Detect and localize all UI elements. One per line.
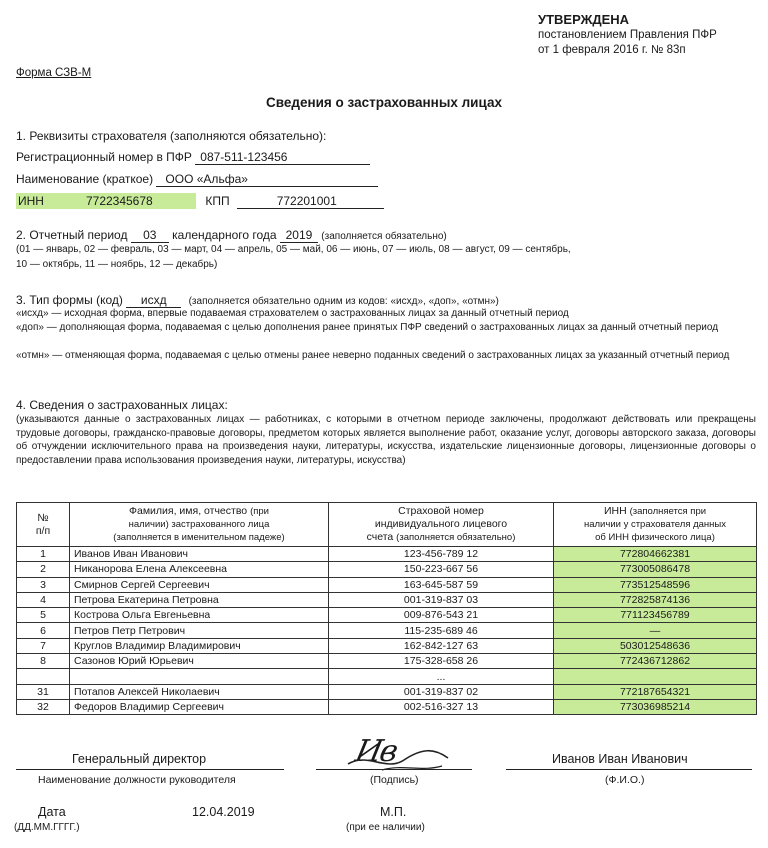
row-number: 7 bbox=[17, 638, 70, 653]
reporting-period-note: (заполняется обязательно) bbox=[321, 231, 447, 242]
kpp-label: КПП bbox=[205, 194, 230, 208]
row-fio: Федоров Владимир Сергеевич bbox=[70, 699, 329, 714]
row-fio: Потапов Алексей Николаевич bbox=[70, 684, 329, 699]
organization-name-row bbox=[16, 172, 378, 187]
row-number: 32 bbox=[17, 699, 70, 714]
row-number: 6 bbox=[17, 623, 70, 638]
row-inn: 773005086478 bbox=[554, 562, 757, 577]
period-codes-line-2: 10 — октябрь, 11 — ноябрь, 12 — декабрь) bbox=[16, 259, 218, 270]
reporting-period-row bbox=[16, 228, 447, 243]
table-row bbox=[17, 562, 757, 577]
registration-number-row bbox=[16, 150, 370, 165]
row-snils: 002-516-327 13 bbox=[329, 699, 554, 714]
row-fio: Петрова Екатерина Петровна bbox=[70, 592, 329, 607]
form-type-dop-description: «доп» — дополняющая форма, подаваемая с целью дополнения ранее принятых ПФР сведений о застрахованных лицах за данный отчетный период bbox=[16, 322, 719, 333]
director-position: Генеральный директор bbox=[72, 752, 207, 766]
table-row bbox=[17, 547, 757, 562]
table-row bbox=[17, 699, 757, 714]
table-row bbox=[17, 684, 757, 699]
stamp-label: М.П. bbox=[380, 805, 407, 819]
table-header-row bbox=[17, 503, 757, 547]
row-number: 3 bbox=[17, 577, 70, 592]
table-row bbox=[17, 608, 757, 623]
row-inn: 773512548596 bbox=[554, 577, 757, 592]
row-fio: Кострова Ольга Евгеньевна bbox=[70, 608, 329, 623]
row-snils: 009-876-543 21 bbox=[329, 608, 554, 623]
fio-caption: (Ф.И.О.) bbox=[605, 774, 645, 786]
row-fio: Никанорова Елена Алексеевна bbox=[70, 562, 329, 577]
employer-inn-label: ИНН bbox=[18, 194, 44, 208]
signature-caption: (Подпись) bbox=[370, 774, 419, 786]
row-snils: 150-223-667 56 bbox=[329, 562, 554, 577]
reporting-period-label: 2. Отчетный период bbox=[16, 228, 128, 242]
fio-underline bbox=[506, 769, 752, 770]
form-name: Форма СЗВ-М bbox=[16, 67, 92, 79]
row-number bbox=[17, 669, 70, 684]
table-row bbox=[17, 654, 757, 669]
inn-kpp-row bbox=[16, 193, 384, 209]
row-number: 8 bbox=[17, 654, 70, 669]
employer-inn-value: 7722345678 bbox=[85, 194, 153, 208]
row-inn: 503012548636 bbox=[554, 638, 757, 653]
row-snils: 123-456-789 12 bbox=[329, 547, 554, 562]
position-underline bbox=[16, 769, 284, 770]
form-type-label: 3. Тип формы (код) bbox=[16, 293, 123, 307]
handwritten-signature: Ив bbox=[352, 734, 400, 769]
signature-underline bbox=[316, 769, 472, 770]
form-type-note: (заполняется обязательно одним из кодов: «исхд», «доп», «отмн») bbox=[188, 296, 499, 307]
row-inn bbox=[554, 669, 757, 684]
row-snils: ... bbox=[329, 669, 554, 684]
date-value: 12.04.2019 bbox=[192, 805, 255, 819]
row-fio: Петров Петр Петрович bbox=[70, 623, 329, 638]
table-row-ellipsis bbox=[17, 669, 757, 684]
row-inn: 773036985214 bbox=[554, 699, 757, 714]
row-fio: Смирнов Сергей Сергеевич bbox=[70, 577, 329, 592]
row-snils: 162-842-127 63 bbox=[329, 638, 554, 653]
row-fio: Иванов Иван Иванович bbox=[70, 547, 329, 562]
form-type-otmn-description: «отмн» — отменяющая форма, подаваемая с целью отмены ранее неверно поданных сведений о застрахованных лицах за указанный отчетный период bbox=[16, 350, 730, 361]
approval-line-2: от 1 февраля 2016 г. № 83п bbox=[538, 44, 686, 56]
section4-note: (указываются данные о застрахованных лицах — работниках, с которыми в отчетном периоде заключены, продолжают действовать или прекращены трудовые договоры, гражданско-правовые договоры, предметом которых является выполнение работ, оказание услуг, договоры авторского заказа, договоры об отчуждении исключительного права на произведения науки, литературы, искусства, издательские лицензионные договоры, лицензионные договоры о предоставлении права использования произведения науки, литературы, искусства) bbox=[16, 414, 756, 466]
table-row bbox=[17, 577, 757, 592]
position-caption: Наименование должности руководителя bbox=[38, 774, 236, 786]
row-snils: 163-645-587 59 bbox=[329, 577, 554, 592]
row-number: 5 bbox=[17, 608, 70, 623]
row-inn: 771123456789 bbox=[554, 608, 757, 623]
row-number: 4 bbox=[17, 592, 70, 607]
row-inn: 772187654321 bbox=[554, 684, 757, 699]
form-type-ishd-description: «исхд» — исходная форма, впервые подаваемая страхователем о застрахованных лицах за данный отчетный период bbox=[16, 308, 569, 319]
date-format-caption: (ДД.ММ.ГГГГ.) bbox=[14, 822, 80, 833]
table-row bbox=[17, 592, 757, 607]
column-header-fio: Фамилия, имя, отчество (при наличии) застрахованного лица (заполняется в именительном падеже) bbox=[70, 503, 329, 547]
row-number: 2 bbox=[17, 562, 70, 577]
reporting-period-value: 03 bbox=[131, 228, 169, 243]
row-snils: 115-235-689 46 bbox=[329, 623, 554, 638]
insured-persons-table bbox=[16, 502, 757, 715]
row-fio: Сазонов Юрий Юрьевич bbox=[70, 654, 329, 669]
row-fio: Круглов Владимир Владимирович bbox=[70, 638, 329, 653]
date-label: Дата bbox=[38, 805, 66, 819]
approval-line-1: постановлением Правления ПФР bbox=[538, 29, 717, 41]
kpp-value: 772201001 bbox=[237, 194, 384, 209]
organization-name-label: Наименование (краткое) bbox=[16, 172, 154, 186]
employer-inn-block bbox=[16, 193, 196, 209]
table-row bbox=[17, 623, 757, 638]
organization-name-value: ООО «Альфа» bbox=[156, 172, 378, 187]
row-snils: 175-328-658 26 bbox=[329, 654, 554, 669]
approval-title: УТВЕРЖДЕНА bbox=[538, 12, 630, 27]
row-inn: 772825874136 bbox=[554, 592, 757, 607]
table-row bbox=[17, 638, 757, 653]
row-number: 31 bbox=[17, 684, 70, 699]
stamp-note: (при ее наличии) bbox=[346, 822, 425, 833]
registration-number-label: Регистрационный номер в ПФР bbox=[16, 150, 192, 164]
row-number: 1 bbox=[17, 547, 70, 562]
registration-number-value: 087-511-123456 bbox=[195, 150, 370, 165]
row-inn: — bbox=[554, 623, 757, 638]
row-fio bbox=[70, 669, 329, 684]
row-inn: 772436712862 bbox=[554, 654, 757, 669]
row-snils: 001-319-837 03 bbox=[329, 592, 554, 607]
director-fio: Иванов Иван Иванович bbox=[552, 752, 688, 766]
form-type-row bbox=[16, 293, 499, 308]
document-title: Сведения о застрахованных лицах bbox=[266, 95, 502, 110]
section1-heading: 1. Реквизиты страхователя (заполняются обязательно): bbox=[16, 129, 327, 143]
period-codes-line-1: (01 — январь, 02 — февраль, 03 — март, 04 — апрель, 05 — май, 06 — июнь, 07 — июль, 08 — август, 09 — сентябрь, bbox=[16, 244, 571, 255]
reporting-year-label: календарного года bbox=[172, 228, 277, 242]
row-snils: 001-319-837 02 bbox=[329, 684, 554, 699]
column-header-inn: ИНН (заполняется при наличии у страхователя данных об ИНН физического лица) bbox=[554, 503, 757, 547]
section4-heading: 4. Сведения о застрахованных лицах: bbox=[16, 398, 228, 412]
column-header-snils: Страховой номер индивидуального лицевого счета (заполняется обязательно) bbox=[329, 503, 554, 547]
row-inn: 772804662381 bbox=[554, 547, 757, 562]
reporting-year-value: 2019 bbox=[280, 228, 318, 243]
column-header-number: № п/п bbox=[17, 503, 70, 547]
form-type-value: исхд bbox=[126, 293, 181, 308]
signature-flourish bbox=[342, 742, 454, 776]
